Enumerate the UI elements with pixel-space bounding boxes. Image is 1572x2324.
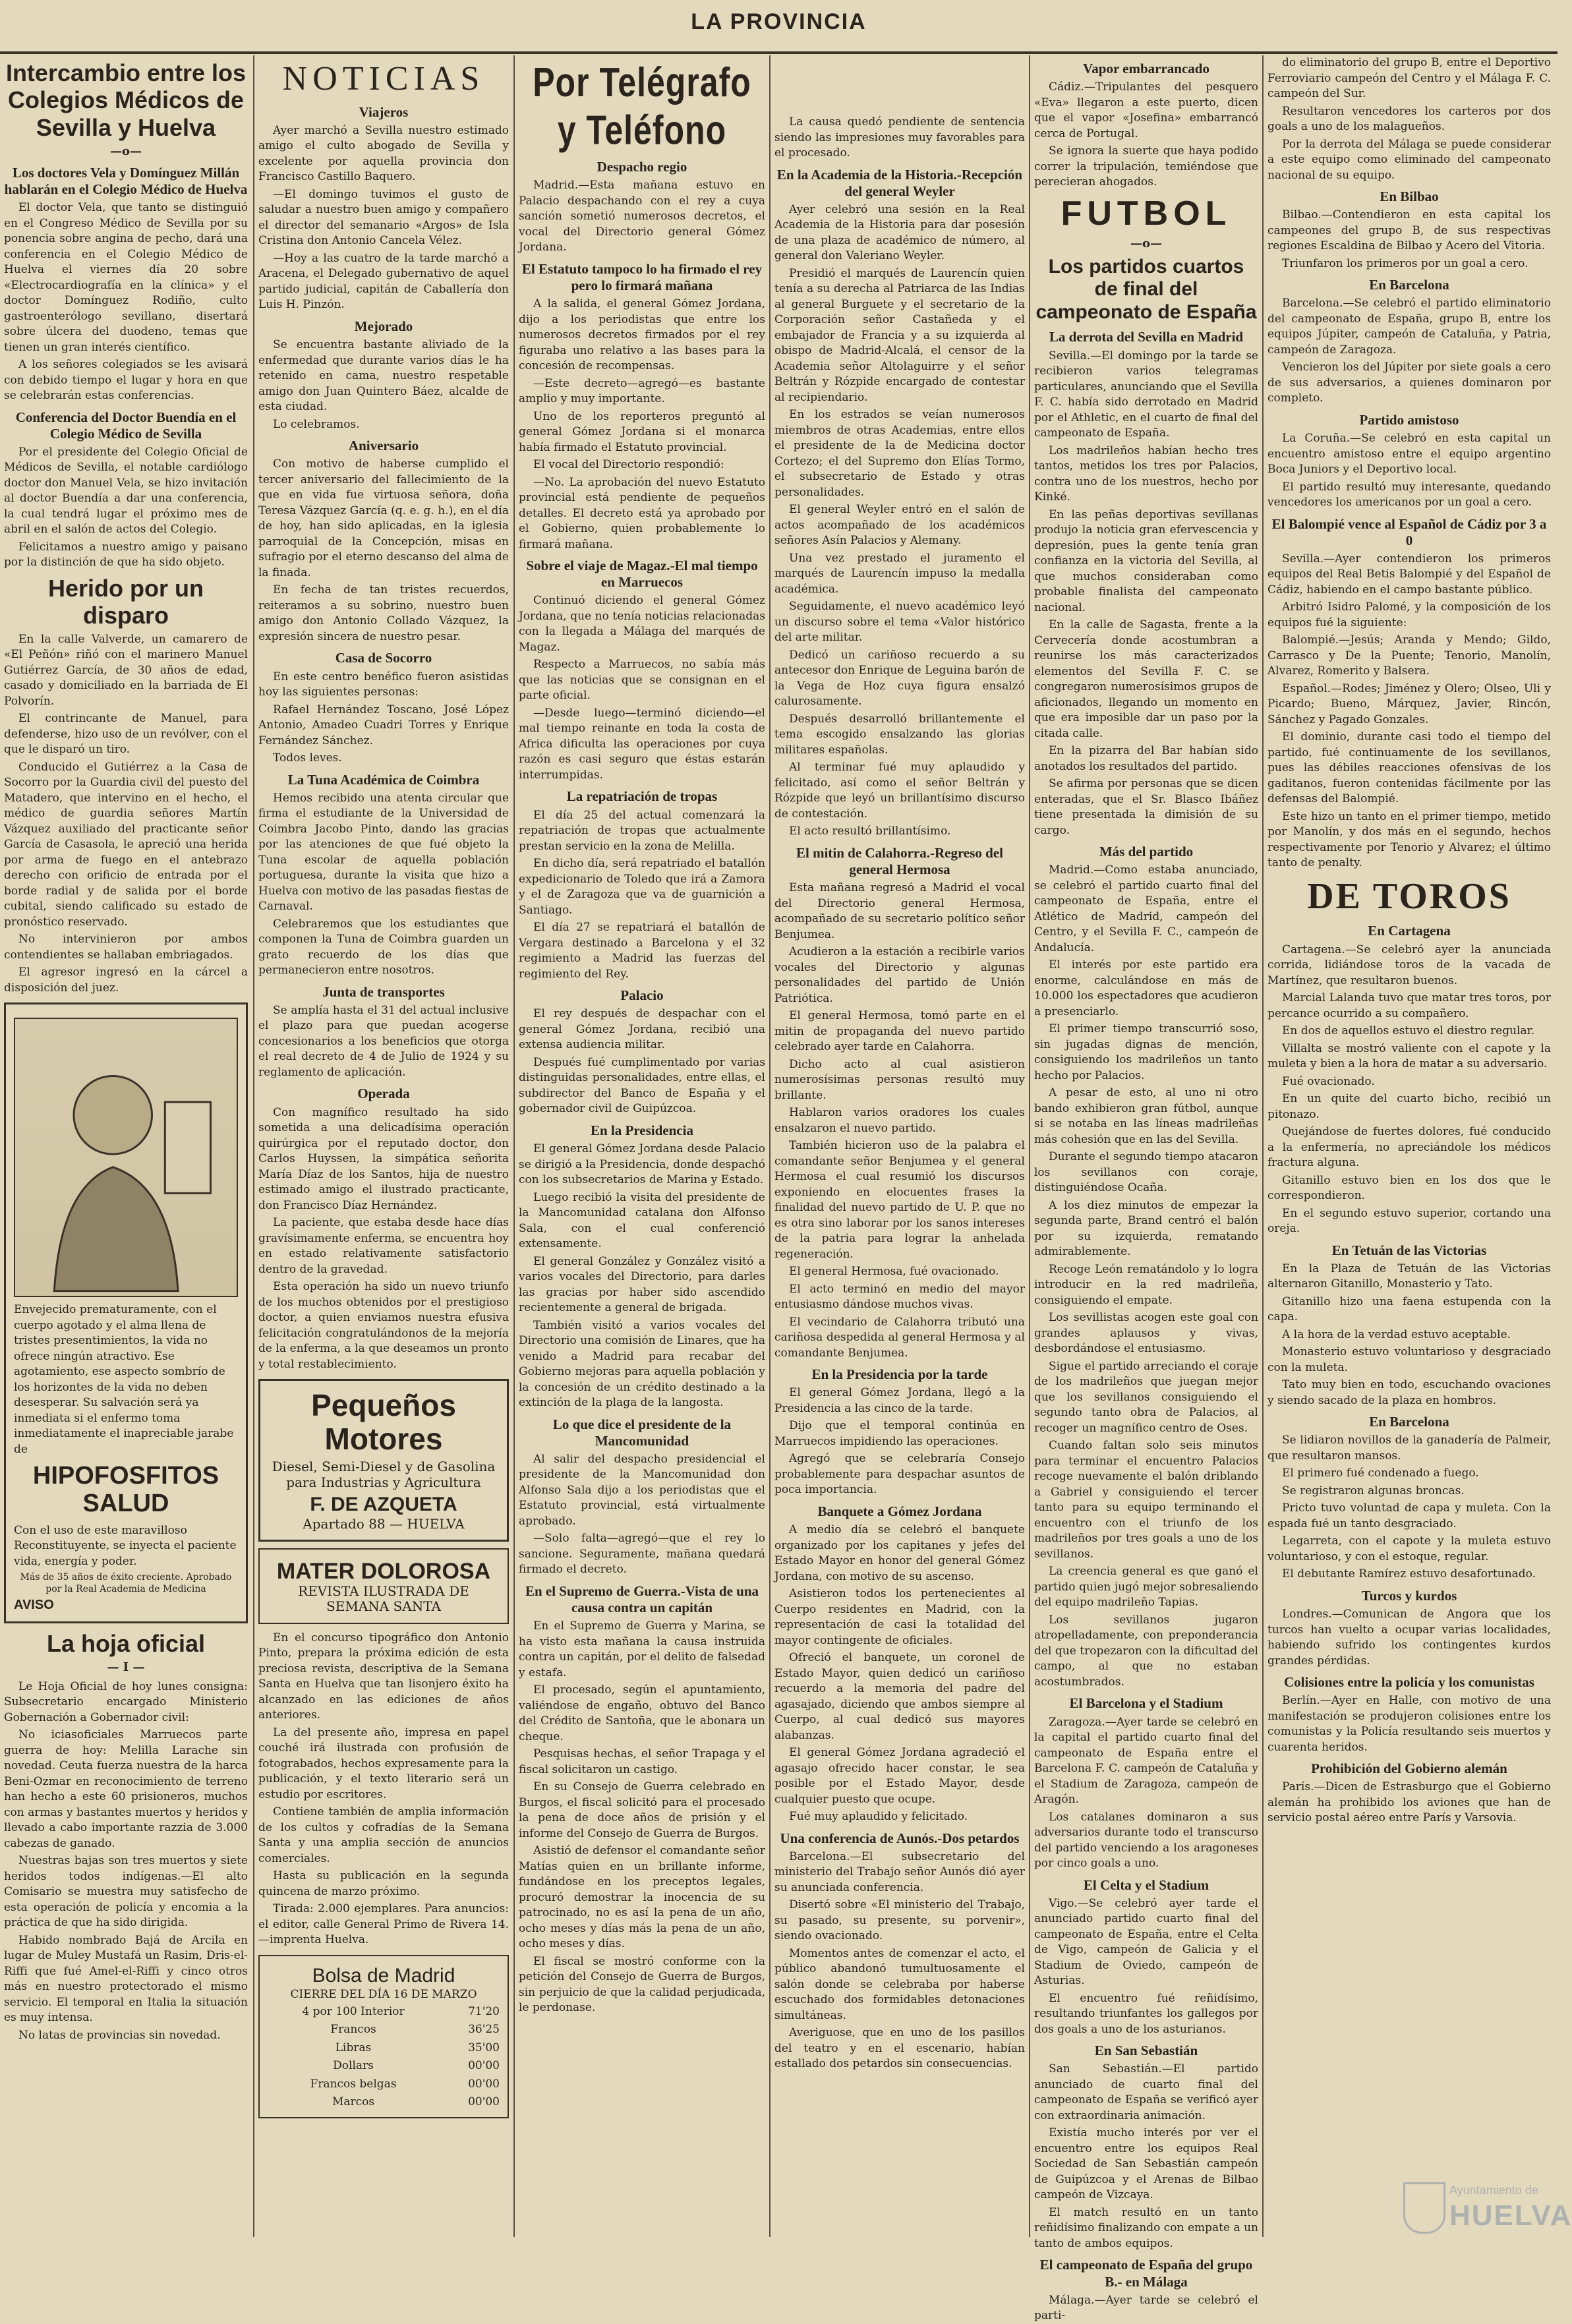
- article-heading: Banquete a Gómez Jordana: [817, 1503, 982, 1519]
- article-paragraph: Barcelona.—El subsecretario del ministerio del Trabajo señor Aunós dió ayer su anunciada conferencia.: [774, 1849, 1025, 1894]
- article-paragraph: Fué ovacionado.: [1282, 1074, 1375, 1088]
- quote-label: Dollars: [333, 2059, 374, 2073]
- article-paragraph: Sigue el partido arreciando el coraje de los madrileños que juegan mejor que los sevillanos consiguiendo el segundo tanto obra de Palacios, al recoger un magnífico centro de Oses.: [1034, 1359, 1258, 1435]
- article-paragraph: El general Hermosa, fué ovacionado.: [789, 1265, 999, 1279]
- article-heading: Lo que dice el presidente de la Mancomunidad: [552, 1416, 732, 1449]
- hipofosfitos-advertisement: Envejecido prematuramente, con el cuerpo agotado y el alma llena de tristes presentimientos, la vida no ofrece ningún atractivo. Ese agotamiento, ese aspecto sombrío de los horizontes de la vida no deben desesperar. Su salvación será ya inmediata si el enfermo toma inmediatamente el inapreciable jarabe de HIPOFOSFITOS SALUD Con el uso de este maravilloso Reconstituyente, se inyecta el paciente vida, energía y poder. Más de 35 años de éxito creciente. Aprobado por la Real Academia de Medicina AVISO: [4, 1002, 248, 1623]
- article-paragraph: También visitó a varios vocales del Directorio una comisión de Linares, que ha venido a Madrid para recabar del Gobierno mejoras para aquella población y la concesión de un crédito destinado a la extinción de la plaga de la langosta.: [519, 1318, 765, 1409]
- article-paragraph: En este centro benéfico fueron asistidas hoy las siguientes personas:: [258, 670, 509, 699]
- article-paragraph: Este hizo un tanto en el primer tiempo, metido por Manolín, y dos más en el segundo, hechos respectivamente por Tenorio y Alvarez; el último tanto de penalty.: [1267, 809, 1551, 870]
- article-paragraph: Bilbao.—Contendieron en esta capital los campeones del grupo B, de sus respectivas regiones Escaldina de Bilbao y Acero del Vitoria.: [1267, 208, 1551, 253]
- article-heading: La Tuna Académica de Coimbra: [287, 771, 480, 788]
- article-paragraph: Los sevillanos jugaron atropelladamente, con preponderancia del que tropezaron con la dificultad del campo, al que no estaban acostumbrados.: [1034, 1613, 1258, 1689]
- quote-row: [265, 2039, 502, 2058]
- article-paragraph: Con motivo de haberse cumplido el tercer aniversario del fallecimiento de la que en vida fue virtuosa señora, doña Teresa Vázquez García (q. e. g. h.), en el día de hoy, han sido aplicadas, en la iglesia parroquial de la Concepción, misas en sufragio por el eterno descanso del alma de la finada.: [258, 457, 509, 579]
- article-paragraph: Londres.—Comunican de Angora que los turcos han vuelto a ocupar varias localidades, habiendo sufrido los contingentes kurdos grandes pérdidas.: [1267, 1608, 1551, 1668]
- article-paragraph: A la hora de la verdad estuvo aceptable.: [1282, 1327, 1511, 1341]
- man-portrait-icon: [15, 1019, 237, 1296]
- article-paragraph: La causa quedó pendiente de sentencia siendo las impresiones muy favorables para el procesado.: [774, 115, 1025, 160]
- headline: Intercambio entre los Colegios Médicos de Sevilla y Huelva: [5, 59, 247, 141]
- article-heading: Partido amistoso: [1359, 411, 1459, 428]
- article-paragraph: La paciente, que estaba desde hace días gravísimamente enferma, se encuentra hoy en estado relativamente satisfactorio dentro de la gravedad.: [258, 1216, 509, 1276]
- article-paragraph: El acto resultó brillantísimo.: [789, 825, 951, 838]
- article-paragraph: Arbitró Isidro Palomé, y la composición de los equipos fué la siguiente:: [1267, 600, 1551, 629]
- article-paragraph: Vencieron los del Júpiter por siete goals a cero de sus adversarios, a quienes dominaron por completo.: [1267, 361, 1551, 405]
- article-paragraph: El acto terminó en medio del mayor entusiasmo dándose muchos vivas.: [774, 1282, 1025, 1312]
- quote-row: [265, 2003, 502, 2021]
- article-paragraph: El partido resultó muy interesante, quedando vencedores los americanos por un goal a cero.: [1267, 480, 1551, 509]
- article-paragraph: El match resultó en un tanto reñidísimo finalizando con empate a un tanto de ambos equipos.: [1034, 2205, 1258, 2250]
- article-heading: Palacio: [620, 987, 664, 1004]
- article-paragraph: Ayer celebró una sesión en la Real Academia de la Historia para dar posesión de una plaza de académico de número, al general don Valeriano Weyler.: [774, 202, 1025, 263]
- motores-advertisement: Pequeños Motores Diesel, Semi-Diesel y de Gasolina para Industrias y Agricultura F. DE AZQUETA Apartado 88 — HUELVA: [258, 1379, 509, 1542]
- section-title: Por Telégrafo y Teléfono: [533, 59, 751, 153]
- article-heading: En San Sebastián: [1094, 2043, 1198, 2059]
- article-heading: Junta de transportes: [322, 983, 445, 1000]
- article-paragraph: Celebraremos que los estudiantes que componen la Tuna de Coimbra guarden un grato recuerdo de los días que permanecieron entre nosotros.: [258, 917, 509, 977]
- quote-value: 35'00: [468, 2041, 500, 2054]
- article-paragraph: do eliminatorio del grupo B, entre el Deportivo Ferroviario campeón del Centro y el Málaga F. C. campeón del Sur.: [1267, 56, 1551, 100]
- article-heading: La repatriación de tropas: [566, 788, 718, 805]
- coat-of-arms-icon: [1403, 2182, 1445, 2234]
- quote-value: 71'20: [468, 2004, 500, 2018]
- article-paragraph: —No. La aprobación del nuevo Estatuto provincial está pendiente de pequeños detalles. El decreto está ya aprobado por el Gobierno, quien probablemente lo firmará mañana.: [519, 475, 765, 551]
- article-heading: El Celta y el Stadium: [1083, 1876, 1209, 1893]
- article-paragraph: Cuando faltan solo seis minutos para terminar el encuentro Palacios recoge nuevamente el balón driblando a Gabriel y consiguiendo el tercer tanto para su equipo terminando el encuentro con el triunfo de los madrileños por tres goals a uno de los sevillanos.: [1034, 1439, 1258, 1561]
- quote-row: [265, 2093, 502, 2112]
- article-heading: El campeonato de España del grupo B.- en Málaga: [1039, 2257, 1253, 2290]
- article-paragraph: En el concurso tipográfico don Antonio Pinto, prepara la próxima edición de esta preciosa revista, descriptiva de la Semana Santa en Huelva que tan lisonjero éxito ha alcanzado en las ediciones de años anteriores.: [258, 1631, 509, 1722]
- article-heading: Casa de Socorro: [335, 650, 432, 666]
- article-heading: En Barcelona: [1369, 1414, 1449, 1430]
- article-paragraph: Dedicó un cariñoso recuerdo a su antecesor don Enrique de Leguina barón de la Vega de Hoz cuya figura ensalzó calurosamente.: [774, 648, 1025, 709]
- article-paragraph: Vigo.—Se celebró ayer tarde el anunciado partido cuarto final del campeonato de España, entre el Celta de Vigo, campeón de Galicia y el Stadium de Oviedo, campeón de Asturias.: [1034, 1896, 1258, 1988]
- article-heading: El Balompié vence al Español de Cádiz por 3 a 0: [1271, 515, 1547, 548]
- article-paragraph: Asistió de defensor el comandante señor Matías quien en un brillante informe, fundándose en los preceptos legales, procuró demostrar la inocencia de su patrocinado, no es así la pena de un año, ocho meses y días más la pena de un año, ocho meses y días.: [519, 1844, 765, 1951]
- article-paragraph: La del presente año, impresa en papel couché irá ilustrada con profusión de fotograbados, hechos expresamente para la publicación, y el texto literario será un estudio por escritores.: [258, 1726, 509, 1801]
- section-title: FUTBOL: [1061, 194, 1232, 233]
- article-paragraph: París.—Dicen de Estrasburgo que el Gobierno alemán ha prohibido los aviones que han de servicio postal aéreo entre París y Varsovia.: [1267, 1780, 1551, 1825]
- article-paragraph: Con el uso de este maravilloso Reconstituyente, se inyecta el paciente vida, energía y poder.: [14, 1523, 237, 1568]
- article-paragraph: Asistieron todos los pertenecientes al Cuerpo residentes en Madrid, con la representación de casi la totalidad del mayor contingente de oficiales.: [774, 1587, 1025, 1647]
- article-paragraph: Durante el segundo tiempo atacaron los sevillanos con coraje, distinguiéndose Ocaña.: [1034, 1150, 1258, 1195]
- article-heading: Operada: [357, 1086, 410, 1102]
- section-title: DE TOROS: [1307, 875, 1511, 917]
- article-paragraph: Madrid.—Como estaba anunciado, se celebró el partido cuarto final del campeonato de España, entre el Atlético de Madrid, campeón del Centro, y el Sevilla F. C., campeón de Andalucía.: [1034, 863, 1258, 954]
- article-paragraph: El encuentro fué reñidísimo, resultando triunfantes los gallegos por dos goals a uno de los asturianos.: [1034, 1991, 1258, 2036]
- headline: Herido por un disparo: [48, 574, 204, 629]
- article-paragraph: Se lidiaron novillos de la ganadería de Palmeir, que resultaron mansos.: [1267, 1434, 1551, 1463]
- article-paragraph: Legarreta, con el capote y la muleta estuvo voluntarioso, y con el estoque, regular.: [1267, 1534, 1551, 1563]
- article-paragraph: Hemos recibido una atenta circular que firma el estudiante de la Universidad de Coimbra Jacobo Pinto, dando las gracias por las atenciones de que fué objeto la Tuna escolar de aquella población portuguesa, durante la visita que hizo a Huelva con motivo de las pasadas fiestas de Carnaval.: [258, 791, 509, 914]
- mater-dolorosa-advertisement: MATER DOLOROSA REVISTA ILUSTRADA DE SEMANA SANTA: [258, 1548, 509, 1624]
- article-paragraph: El primer tiempo transcurrió soso, sin jugadas dignas de mención, consiguiendo los madrileños un tanto hecho por Palacios.: [1034, 1022, 1258, 1082]
- article-heading: Más del partido: [1099, 844, 1194, 860]
- article-paragraph: El general González y González visitó a varios vocales del Directorio, para darles las gracias por haber sido ascendido recientemente a general de brigada.: [519, 1254, 765, 1314]
- article-paragraph: —Hoy a las cuatro de la tarde marchó a Aracena, el Delegado gubernativo de aquel partido judicial, capitán de Caballería don Luis H. Pinzón.: [258, 251, 509, 312]
- article-paragraph: A la salida, el general Gómez Jordana, dijo a los periodistas que entre los numerosos decretos firmados por el rey figuraba uno relativo a las bases para la concesión de recompensas.: [519, 297, 765, 373]
- column-rule: [769, 55, 771, 2237]
- article-paragraph: Al salir del despacho presidencial el presidente de la Mancomunidad don Alfonso Sala dijo a los periodistas que el Estatuto provincial, está virtualmente aprobado.: [519, 1452, 765, 1528]
- article-paragraph: Conducido el Gutiérrez a la Casa de Socorro por la Guardia civil del puesto del Matadero, que intervino en el hecho, el médico de guardia señores Martín Vázquez auxiliado del practicante señor García de Casasola, le apreció una herida por arma de fuego en el antebrazo derecho con orificio de entrada por el borde radial y de salida por el borde cubital, siendo calificado su estado de pronóstico reservado.: [4, 760, 248, 929]
- article-heading: Turcos y kurdos: [1361, 1587, 1457, 1604]
- article-heading: La derrota del Sevilla en Madrid: [1049, 329, 1244, 345]
- article-heading: Una conferencia de Aunós.-Dos petardos: [780, 1830, 1020, 1846]
- article-paragraph: El contrincante de Manuel, para defenderse, hizo uso de un revólver, con el que le disparó un tiro.: [4, 712, 248, 757]
- article-paragraph: El agresor ingresó en la cárcel a disposición del juez.: [4, 966, 248, 995]
- article-paragraph: Envejecido prematuramente, con el cuerpo agotado y el alma llena de tristes presentimientos, la vida no ofrece ningún atractivo. Ese agotamiento, ese aspecto sombrío de los horizontes de la vida no deben desesperar. Su salvación será ya inmediata si el enfermo toma inmediatamente el inapreciable jarabe de: [14, 1303, 234, 1456]
- article-heading: El Barcelona y el Stadium: [1069, 1695, 1223, 1712]
- article-paragraph: Cartagena.—Se celebró ayer la anunciada corrida, lidiándose toros de la vacada de Martínez, que resultaron buenos.: [1267, 943, 1551, 987]
- column-1: [4, 55, 248, 2237]
- article-paragraph: El día 27 se repatriará el batallón de Vergara destinado a Barcelona y el 32 regimiento a Madrid las fuerzas del regimiento del Rey.: [519, 921, 765, 981]
- article-paragraph: Felicitamos a nuestro amigo y paisano por la distinción de que ha sido objeto.: [4, 540, 248, 569]
- headline: La hoja oficial: [46, 1629, 206, 1657]
- bolsa-table: Bolsa de Madrid CIERRE DEL DÍA 16 DE MARZO 4 por 100 Interior 71'20 Francos 36'25 Libras 35'00 Dollars 00'00 Francos belgas 00'00 Marcos 00'00: [258, 1955, 509, 2118]
- article-paragraph: En fecha de tan tristes recuerdos, reiteramos a su sobrino, nuestro buen amigo don Antonio Collado Vázquez, la expresión sincera de nuestro pesar.: [258, 583, 509, 643]
- article-paragraph: Al terminar fué muy aplaudido y felicitado, así como el señor Beltrán y Rózpide que leyó un brillantísimo discurso de contestación.: [774, 761, 1025, 821]
- article-paragraph: Monasterio estuvo voluntarioso y desgraciado con la muleta.: [1267, 1345, 1551, 1374]
- quote-label: Marcos: [332, 2095, 375, 2109]
- article-heading: Mejorado: [354, 318, 413, 334]
- article-paragraph: Triunfaron los primeros por un goal a cero.: [1282, 256, 1528, 270]
- article-heading: En la Presidencia por la tarde: [811, 1366, 988, 1383]
- article-heading: Viajeros: [359, 103, 409, 120]
- article-paragraph: Nuestras bajas son tres muertos y siete heridos todos indígenas.—El alto Comisario se muestra muy satisfecho de esta operación de policía y encomia a la práctica de que ha sido dirigida.: [4, 1854, 248, 1930]
- article-heading: Sobre el viaje de Magaz.-El mal tiempo en Marruecos: [526, 558, 758, 591]
- article-heading: Aniversario: [348, 438, 419, 454]
- article-paragraph: En la pizarra del Bar habían sido anotados los resultados del partido.: [1034, 744, 1258, 773]
- article-paragraph: Ofreció el banquete, un coronel de Estado Mayor, quien dedicó un cariñoso recuerdo a la memoria del padre del agasajado, diciendo que ambos siempre al Cuerpo, al cual dedicó sus mayores alabanzas.: [774, 1651, 1025, 1742]
- article-paragraph: Pricto tuvo voluntad de capa y muleta. Con la espada fué un tanto desgraciado.: [1267, 1501, 1551, 1530]
- article-paragraph: Se amplía hasta el 31 del actual inclusive el plazo para que puedan acogerse concesionarios a los beneficios que otorga el real decreto de 4 de Julio de 1924 y su reglamento de aplicación.: [258, 1003, 509, 1079]
- article-paragraph: Se afirma por personas que se dicen enteradas, que el Sr. Blasco Ibáñez tiene presentada la dimisión de su cargo.: [1034, 777, 1258, 837]
- article-paragraph: El procesado, según el apuntamiento, valiéndose de engaño, obtuvo del Banco del Crédito de Santoña, que le abonara un cheque.: [519, 1683, 765, 1743]
- headline: Los partidos cuartos de final del campeonato de España: [1035, 255, 1257, 323]
- article-paragraph: La Coruña.—Se celebró en esta capital un encuentro amistoso entre el equipo argentino Boca Juniors y el Deportivo local.: [1267, 432, 1551, 477]
- article-paragraph: Le Hoja Oficial de hoy lunes consigna: Subsecretario encargado Ministerio Gobernación a Gobernador civil:: [4, 1679, 248, 1724]
- subheadline: Conferencia del Doctor Buendía en el Colegio Médico de Sevilla: [15, 409, 237, 442]
- article-paragraph: Se registraron algunas broncas.: [1282, 1484, 1465, 1497]
- article-paragraph: Los sevillistas acogen este goal con grandes aplausos y vivas, desbordándose el entusiasmo.: [1034, 1311, 1258, 1356]
- article-paragraph: Hasta su publicación en la segunda quincena de marzo próximo.: [258, 1869, 509, 1898]
- article-paragraph: Fué muy aplaudido y felicitado.: [789, 1810, 968, 1824]
- article-paragraph: —Este decreto—agregó—es bastante amplio y muy importante.: [519, 376, 765, 406]
- article-paragraph: Balompié.—Jesús; Aranda y Mendo; Gildo, Carrasco y De la Puente; Tenorio, Manolín, Alvarez, Romerito y Balsera.: [1267, 633, 1551, 678]
- article-paragraph: Respecto a Marruecos, no sabía más que las noticias que se consignan en el parte oficial.: [519, 658, 765, 703]
- article-paragraph: Esta operación ha sido un nuevo triunfo de los muchos obtenidos por el prestigioso doctor, a quien enviamos nuestra efusiva felicitación congratulándonos de la mejoría de la enferma, a la que deseamos un pronto y total restablecimiento.: [258, 1280, 509, 1371]
- quotes-table: [265, 2003, 502, 2112]
- article-paragraph: A medio día se celebró el banquete organizado por los capitanes y jefes del Estado Mayor en honor del general Gómez Jordana, con motivo de su ascenso.: [774, 1523, 1025, 1583]
- article-paragraph: El fiscal se mostró conforme con la petición del Consejo de Guerra de Burgos, sin perjuicio de que la calidad perjudicada, le perdonase.: [519, 1954, 765, 2015]
- article-paragraph: Tirada: 2.000 ejemplares. Para anuncios: el editor, calle General Primo de Rivera 14.—imprenta Huelva.: [258, 1902, 509, 1947]
- article-paragraph: Agregó que se celebraría Consejo probablemente para despachar asuntos de poca importancia.: [774, 1452, 1025, 1497]
- article-paragraph: Momentos antes de comenzar el acto, el público abandonó tumultuosamente el salón donde se celebraba por haberse escuchado dos formidables detonaciones simultáneas.: [774, 1946, 1025, 2022]
- article-paragraph: En su Consejo de Guerra celebrado en Burgos, el fiscal solicitó para el procesado la pena de doce años de prisión y el informe del Consejo de Guerra de Burgos.: [519, 1780, 765, 1840]
- article-paragraph: Berlín.—Ayer en Halle, con motivo de una manifestación se produjeron colisiones entre los comunistas y la Policía resultando seis muertos y cuarenta heridos.: [1267, 1694, 1551, 1754]
- article-paragraph: En dicho día, será repatriado el batallón expedicionario de Toledo que irá a Zamora y el de Zaragoza que va de guarnición a Santiago.: [519, 857, 765, 917]
- article-paragraph: Tato muy bien en todo, escuchando ovaciones y siendo sacado de la plaza en hombros.: [1267, 1378, 1551, 1407]
- article-paragraph: Pesquisas hechas, el señor Trapaga y el fiscal solicitaron un castigo.: [519, 1747, 765, 1776]
- ad-brand: HIPOFOSFITOS SALUD: [32, 1462, 219, 1517]
- article-paragraph: Luego recibió la visita del presidente de la Mancomunidad catalana don Alfonso Sala, con el cual conferenció extensamente.: [519, 1190, 765, 1250]
- article-paragraph: Una vez prestado el juramento el marqués de Laurencín impuso la medalla académica.: [774, 551, 1025, 596]
- ad-illustration: [14, 1018, 238, 1297]
- quote-row: [265, 2021, 502, 2039]
- article-heading: En el Supremo de Guerra.-Vista de una causa contra un capitán: [525, 1583, 759, 1616]
- article-heading: En Tetuán de las Victorias: [1331, 1242, 1487, 1258]
- article-paragraph: Se encuentra bastante aliviado de la enfermedad que durante varios días le ha retenido en cama, nuestro respetable amigo don Juan Quintero Báez, alcalde de esta ciudad.: [258, 338, 509, 414]
- article-paragraph: En el segundo estuvo superior, cortando una oreja.: [1267, 1206, 1551, 1236]
- article-heading: El Estatuto tampoco lo ha firmado el rey pero lo firmará mañana: [521, 260, 763, 293]
- article-paragraph: —Desde luego—terminó diciendo—el mal tiempo reinante en toda la costa de Africa dificulta las operaciones por cuya razón es casi seguro que éstas estarán interrumpidas.: [519, 706, 765, 782]
- article-paragraph: Esta mañana regresó a Madrid el vocal del Directorio general Hermosa, acompañado de su secretario político señor Benjumea.: [774, 881, 1025, 941]
- article-heading: En Cartagena: [1368, 923, 1451, 939]
- column-rule: [253, 55, 254, 2237]
- article-paragraph: Resultaron vencedores los carteros por dos goals a uno de los malagueños.: [1267, 104, 1551, 133]
- article-paragraph: En las peñas deportivas sevillanas produjo la noticia gran efervescencia y depresión, pues la gente tenía gran confianza en la victoria del Sevilla, al que muchos consideraban como probable finalista del campeonato nacional.: [1034, 508, 1258, 614]
- article-paragraph: El vecindario de Calahorra tributó una cariñosa despedida al general Hermosa y al comandante Benjumea.: [774, 1315, 1025, 1360]
- article-paragraph: San Sebastián.—El partido anunciado de cuarto final del campeonato de España se verificó ayer con extraordinaria animación.: [1034, 2062, 1258, 2122]
- column-4: [774, 55, 1025, 2237]
- article-paragraph: Hablaron varios oradores los cuales ensalzaron el nuevo partido.: [774, 1106, 1025, 1135]
- quote-value: 00'00: [468, 2095, 500, 2109]
- article-paragraph: También hicieron uso de la palabra el comandante señor Benjumea y el general Hermosa el cual resumió los discursos exponiendo en elocuentes frases la finalidad del nuevo partido de U. P. que no es otra sino laborar por los sanos intereses de la patria para lograr la anhelada regeneración.: [774, 1139, 1025, 1261]
- quote-value: 36'25: [468, 2023, 500, 2037]
- article-paragraph: Rafael Hernández Toscano, José López Antonio, Amadeo Cuadri Torres y Enrique Fernández Sánchez.: [258, 703, 509, 747]
- column-2: [258, 55, 509, 2237]
- article-paragraph: Por la derrota del Málaga se puede considerar a este equipo como eliminado del campeonato nacional de su equipo.: [1267, 137, 1551, 182]
- article-paragraph: En un quite del cuarto bicho, recibió un pitonazo.: [1267, 1092, 1551, 1121]
- article-paragraph: Los catalanes dominaron a sus adversarios durante todo el transcurso del partido venciendo a los aragoneses por cinco goals a uno.: [1034, 1810, 1258, 1871]
- article-paragraph: Málaga.—Ayer tarde se celebró el parti-: [1034, 2293, 1258, 2323]
- ornament-divider: —o—: [1130, 237, 1162, 251]
- subheadline: Los doctores Vela y Domínguez Millán hablarán en el Colegio Médico de Huelva: [4, 164, 248, 197]
- column-3: [519, 55, 765, 2237]
- article-paragraph: Dicho acto al cual asistieron numerosísimas personas resultó muy brillante.: [774, 1057, 1025, 1102]
- article-paragraph: No intervinieron por ambos contendientes se hallaban embriagados.: [4, 933, 248, 962]
- article-paragraph: Después fué cumplimentado por varias distinguidas personalidades, entre ellas, el subdirector del Banco de España y el gobernador civil de Guipúzcoa.: [519, 1055, 765, 1116]
- article-paragraph: Seguidamente, el nuevo académico leyó un discurso sobre el tema «Valor histórico del arte militar.: [774, 600, 1025, 645]
- article-heading: Despacho regio: [597, 159, 687, 175]
- article-paragraph: A pesar de esto, al uno ni otro bando exhibieron gran fútbol, aunque si se notaba en las líneas madrileñas más cohesión que en las del Sevilla.: [1034, 1086, 1258, 1146]
- article-paragraph: El vocal del Directorio respondió:: [533, 458, 724, 472]
- column-rule: [1029, 55, 1030, 2237]
- article-paragraph: Habido nombrado Bajá de Arcila en lugar de Muley Mustafá un Rasim, Dris-el-Riffi que fué Amel-el-Riffi y cinco otros más en nuestro protectorado el mismo servicio. El temporal en Italia la situación es muy intensa.: [4, 1933, 248, 2025]
- article-paragraph: La creencia general es que ganó el partido quien jugó mejor sobresaliendo del equipo madrileño Tapias.: [1034, 1565, 1258, 1610]
- article-paragraph: En la calle Valverde, un camarero de «El Peñón» riñó con el marinero Manuel Gutiérrez García, de 30 años de edad, casado y domiciliado en la barriada de El Polvorín.: [4, 632, 248, 708]
- article-paragraph: —Solo falta—agregó—que el rey lo sancione. Seguramente, mañana quedará firmado el decreto.: [519, 1532, 765, 1577]
- article-paragraph: Todos leves.: [273, 751, 342, 765]
- article-paragraph: Gitanillo estuvo bien en los dos que le correspondieron.: [1267, 1173, 1551, 1203]
- article-paragraph: El general Gómez Jordana agradeció el agasajo ofrecido hacer constar, le sea posible por el Estado Mayor, desde cualquier puesto que ocupe.: [774, 1746, 1025, 1806]
- quote-label: 4 por 100 Interior: [302, 2004, 405, 2018]
- section-title: NOTICIAS: [282, 60, 485, 98]
- quote-value: 00'00: [468, 2077, 500, 2091]
- article-paragraph: Dijo que el temporal continúa en Marruecos impidiendo las operaciones.: [774, 1419, 1025, 1448]
- article-paragraph: Gitanillo hizo una faena estupenda con la capa.: [1267, 1294, 1551, 1324]
- article-paragraph: Disertó sobre «El ministerio del Trabajo, su pasado, su presente, su porvenir», siendo ovacionado.: [774, 1898, 1025, 1943]
- article-paragraph: No iciasoficiales Marruecos parte guerra de hoy: Melilla Larache sin novedad. Ceuta fuerza nuestra de la harca Beni-Ozmar en reconocimiento de terreno han hecho a este 60 prisioneros, muchos con armas y bastantes muertos y heridos y llevado a cabo importante razzia de 3.000 cabezas de ganado.: [4, 1728, 248, 1850]
- ornament-divider: —o—: [109, 144, 142, 159]
- column-rule: [513, 55, 515, 2237]
- article-paragraph: El debutante Ramírez estuvo desafortunado.: [1282, 1567, 1536, 1581]
- article-paragraph: Con magnífico resultado ha sido sometida a una delicadísima operación quirúrgica por el reputado doctor, don Carlos Huyssen, la simpática señorita María Díaz de los Santos, hija de nuestro estimado amigo el ilustrado practicante, don Francisco Díaz Hernández.: [258, 1105, 509, 1212]
- article-heading: En la Presidencia: [591, 1122, 693, 1138]
- article-paragraph: En la Plaza de Tetuán de las Victorias alternaron Gitanillo, Monasterio y Tato.: [1267, 1262, 1551, 1291]
- column-6: [1267, 55, 1551, 2237]
- article-paragraph: El general Gómez Jordana, llegó a la Presidencia a las cinco de la tarde.: [774, 1386, 1025, 1415]
- article-heading: Prohibición del Gobierno alemán: [1311, 1760, 1507, 1777]
- article-heading: En Bilbao: [1380, 189, 1439, 204]
- article-paragraph: Ayer marchó a Sevilla nuestro estimado amigo el culto abogado de Sevilla y excelente por aquella provincia don Francisco Castillo Baquero.: [258, 123, 509, 184]
- article-paragraph: Uno de los reporteros preguntó al general Gómez Jordana si el monarca había firmado el Estatuto provincial.: [519, 409, 765, 454]
- article-paragraph: Se ignora la suerte que haya podido correr la tripulación, temiéndose que perecieran ahogados.: [1034, 144, 1258, 189]
- quote-label: Libras: [335, 2041, 372, 2054]
- article-paragraph: Contiene también de amplia información de los cultos y cofradías de la Semana Santa y una amplia sección de anuncios comerciales.: [258, 1805, 509, 1865]
- article-paragraph: Existía mucho interés por ver el encuentro entre los equipos Real Sociedad de San Sebastián campeón de Guipúzcoa y el Arenas de Bilbao campeón de Vizcaya.: [1034, 2126, 1258, 2202]
- article-paragraph: A los diez minutos de empezar la segunda parte, Brand centró el balón por su izquierda, rematando admirablemente.: [1034, 1198, 1258, 1259]
- article-paragraph: El general Gómez Jordana desde Palacio se dirigió a la Presidencia, donde despachó con los subsecretarios de Marina y Estado.: [519, 1142, 765, 1186]
- article-paragraph: En los estrados se veían numerosos miembros de otras Academias, entre ellos el presidente de la de Medicina doctor Cortezo; el del Supremo don Elías Tormo, el subsecretario de Estado y otras personalidades.: [774, 408, 1025, 499]
- article-paragraph: El dominio, durante casi todo el tiempo del partido, fué continuamente de los sevillanos, pues las débiles reacciones ofensivas de los gaditanos, fueron contenidas fácilmente por las defensas del Balompié.: [1267, 730, 1551, 806]
- masthead: [0, 0, 1557, 54]
- quote-label: Francos: [330, 2023, 376, 2037]
- quote-value: 00'00: [468, 2059, 500, 2073]
- article-paragraph: Presidió el marqués de Laurencín quien tenía a su derecha al Patriarca de las Indias al general Burguete y el secretario de la Corporación señor Castañeda y el embajador de Francia y a su izquierda al obispo de Madrid-Alcalá, el censor de la Academia señor Altolaguirre y el señor Beltrán y Rózpide encargado de contestar al recipiendario.: [774, 266, 1025, 404]
- quote-row: [265, 2057, 502, 2076]
- article-paragraph: Los madrileños habían hecho tres tantos, metidos los tres por Palacios, contra uno de los nuestros, hecho por Kinké.: [1034, 444, 1258, 504]
- article-paragraph: En la calle de Sagasta, frente a la Cervecería donde acostumbran a reunirse los más caracterizados elementos del Sevilla F. C. se congregaron numerosísimos grupos de aficionados, llegando un momento en que era imposible dar un paso por la citada calle.: [1034, 618, 1258, 740]
- article-paragraph: Quejándose de fuertes dolores, fué conducido a la enfermería, no apreciándole los médicos fractura alguna.: [1267, 1125, 1551, 1170]
- article-heading: El mitin de Calahorra.-Regreso del general Hermosa: [796, 844, 1003, 878]
- article-paragraph: Lo celebramos.: [273, 417, 360, 431]
- article-paragraph: El día 25 del actual comenzará la repatriación de tropas que actualmente prestan servicio en la zona de Melilla.: [519, 808, 765, 853]
- article-paragraph: Continuó diciendo el general Gómez Jordana, que no tenía noticias relacionadas con la llegada a Málaga del marqués de Magaz.: [519, 594, 765, 654]
- article-paragraph: El primero fué condenado a fuego.: [1282, 1467, 1479, 1480]
- article-paragraph: —El domingo tuvimos el gusto de saludar a nuestro buen amigo y compañero el director del semanario «Argos» de Isla Cristina don Antonio Cancela Vélez.: [258, 187, 509, 248]
- article-paragraph: Zaragoza.—Ayer tarde se celebró en la capital el partido cuarto final del campeonato de España entre el Barcelona F. C. campeón de Cataluña y el Stadium de Zaragoza, campeón de Aragón.: [1034, 1715, 1258, 1807]
- article-heading: Colisiones entre la policía y los comunistas: [1284, 1674, 1534, 1691]
- article-paragraph: Por el presidente del Colegio Oficial de Médicos de Sevilla, el notable cardiólogo doctor don Manuel Vela, se hizo invitación al doctor Buendía a dar una conferencia, la cual tendrá lugar el próximo mes de abril en el salón de actos del Colegio.: [4, 445, 248, 537]
- article-heading: Vapor embarrancado: [1083, 61, 1209, 76]
- article-paragraph: El doctor Vela, que tanto se distinguió en el Congreso Médico de Sevilla por su ponencia sobre angina de pecho, dará una conferencia en el Colegio Médico de Huelva el viernes día 20 sobre «Electrocardiografía en la clínica» y el doctor Domínguez Rodiño, culto gastroenterólogo sevillano, disertará sobre úlcera del duodeno, temas que tienen un gran interés científico.: [4, 201, 248, 354]
- article-paragraph: El general Weyler entró en el salón de actos acompañado de los académicos señores Asín Palacios y Alemany.: [774, 503, 1025, 548]
- column-5: [1034, 55, 1258, 2323]
- article-paragraph: Marcial Lalanda tuvo que matar tres toros, por percance ocurrido a su compañero.: [1267, 991, 1551, 1020]
- article-paragraph: Barcelona.—Se celebró el partido eliminatorio del campeonato de España, grupo B, entre los equipos Júpiter, campeón de Cataluña, y Patria, campeón de Zaragoza.: [1267, 297, 1551, 357]
- article-paragraph: Español.—Rodes; Jiménez y Olero; Olseo, Uli y Picardo; Bueno, Márquez, Javier, Rincón, Sánchez y Pagado Gonzales.: [1267, 682, 1551, 726]
- quote-row: [265, 2076, 502, 2094]
- article-paragraph: Sevilla.—Ayer contendieron los primeros equipos del Real Betis Balompié y del Español de Cádiz, habiendo en el campo bastante público.: [1267, 552, 1551, 596]
- article-paragraph: Recoge León rematándolo y lo logra introducir en la red madrileña, consiguiendo el empate.: [1034, 1262, 1258, 1307]
- archive-watermark: Ayuntamiento de HUELVA: [1403, 2177, 1542, 2236]
- article-paragraph: El interés por este partido era enorme, calculándose en más de 10.000 los espectadores que acudieron a presenciarlo.: [1034, 958, 1258, 1018]
- article-paragraph: En el Supremo de Guerra y Marina, se ha visto esta mañana la causa instruida contra un capitán, por el delito de falsedad y estafa.: [519, 1619, 765, 1679]
- article-paragraph: Villalta se mostró valiente con el capote y la muleta y bien a la hora de matar a su adversario.: [1267, 1041, 1551, 1071]
- article-paragraph: Acudieron a la estación a recibirle varios vocales del Directorio y algunas personalidades del partido de Unión Patriótica.: [774, 945, 1025, 1005]
- article-paragraph: En dos de aquellos estuvo el diestro regular.: [1282, 1024, 1535, 1038]
- article-paragraph: No latas de provincias sin novedad.: [18, 2028, 221, 2042]
- article-paragraph: Averiguose, que en uno de los pasillos del teatro y en el escenario, habían estallado dos petardos sin consecuencias.: [774, 2026, 1025, 2071]
- article-paragraph: Cádiz.—Tripulantes del pesquero «Eva» llegaron a este puerto, dicen que el vapor «Josefina» embarrancó cerca de Portugal.: [1034, 80, 1258, 140]
- column-rule: [1262, 55, 1264, 2237]
- article-heading: En Barcelona: [1369, 277, 1449, 293]
- article-heading: En la Academia de la Historia.-Recepción del general Weyler: [776, 166, 1023, 199]
- newspaper-title: LA PROVINCIA: [691, 9, 867, 34]
- ornament-divider: — I —: [107, 1660, 145, 1675]
- article-paragraph: Después desarrolló brillantemente el tema escogido ensalzando las glorias militares españolas.: [774, 712, 1025, 757]
- article-paragraph: Sevilla.—El domingo por la tarde se recibieron varios telegramas particulares, anunciando que el Sevilla F. C. había sido derrotado en Madrid por el Athletic, en el cuarto de final del campeonato de España.: [1034, 349, 1258, 440]
- quote-label: Francos belgas: [310, 2077, 397, 2091]
- article-paragraph: A los señores colegiados se les avisará con debido tiempo el lugar y hora en que se celebrarán estas conferencias.: [4, 358, 248, 403]
- article-paragraph: El rey después de despachar con el general Gómez Jordana, recibió una extensa audiencia militar.: [519, 1007, 765, 1052]
- article-paragraph: El general Hermosa, tomó parte en el mitin de propaganda del nuevo partido celebrado ayer tarde en Calahorra.: [774, 1009, 1025, 1054]
- article-paragraph: Madrid.—Esta mañana estuvo en Palacio despachando con el rey a cuya sanción sometió numerosos decretos, el vocal del Directorio general Gómez Jordana.: [519, 179, 765, 254]
